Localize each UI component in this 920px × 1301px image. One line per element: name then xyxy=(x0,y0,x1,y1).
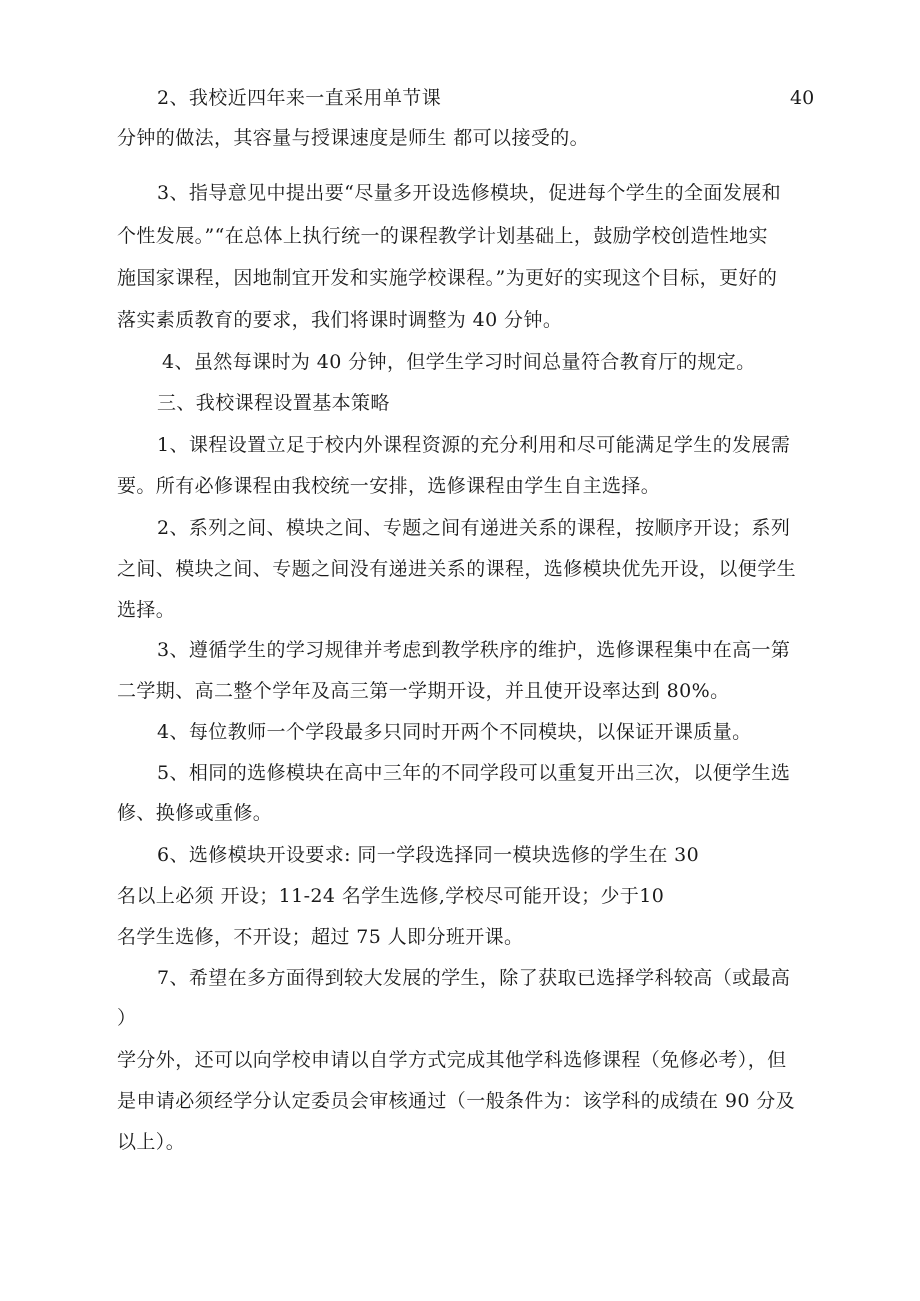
strategy-1-line-2: 要。所有必修课程由我校统一安排，选修课程由学生自主选择。 xyxy=(117,475,661,497)
strategy-7-line-3: 学分外，还可以向学校申请以自学方式完成其他学科选修课程（免修必考），但 xyxy=(117,1049,787,1071)
strategy-3-line-1: 3、遵循学生的学习规律并考虑到教学秩序的维护，选修课程集中在高一第 xyxy=(157,639,791,661)
strategy-2-line-3: 选择。 xyxy=(117,599,176,621)
strategy-1-line-1: 1、课程设置立足于校内外课程资源的充分利用和尽可能满足学生的发展需 xyxy=(157,434,791,456)
strategy-5-line-1: 5、相同的选修模块在高中三年的不同学段可以重复开出三次，以便学生选 xyxy=(157,762,791,784)
strategy-6-line-2: 名以上必须 开设；11-24 名学生选修,学校尽可能开设；少于10 xyxy=(117,885,665,907)
strategy-3-line-2: 二学期、高二整个学年及高三第一学期开设，并且使开设率达到 80%。 xyxy=(117,680,730,702)
strategy-4-line-1: 4、每位教师一个学段最多只同时开两个不同模块，以保证开课质量。 xyxy=(157,721,752,743)
para-3-line-3: 施国家课程，因地制宜开发和实施学校课程。”为更好的实现这个目标，更好的 xyxy=(117,267,778,289)
strategy-6-line-3: 名学生选修，不开设；超过 75 人即分班开课。 xyxy=(117,926,524,948)
strategy-2-line-2: 之间、模块之间、专题之间没有递进关系的课程，选修模块优先开设，以便学生 xyxy=(117,558,797,580)
strategy-7-line-4: 是申请必须经学分认定委员会审核通过（一般条件为：该学科的成绩在 90 分及 xyxy=(117,1090,796,1112)
para-3-line-2: 个性发展。”“在总体上执行统一的课程教学计划基础上，鼓励学校创造性地实 xyxy=(117,225,768,247)
strategy-5-line-2: 修、换修或重修。 xyxy=(117,802,273,824)
para-2-number: 40 xyxy=(790,87,815,109)
strategy-7-line-2: ） xyxy=(117,1007,137,1029)
para-4-line-1: 4、虽然每课时为 40 分钟，但学生学习时间总量符合教育厅的规定。 xyxy=(162,351,756,373)
strategy-7-line-5: 以上）。 xyxy=(117,1131,186,1153)
strategy-2-line-1: 2、系列之间、模块之间、专题之间有递进关系的课程，按顺序开设；系列 xyxy=(157,517,791,539)
strategy-7-line-1: 7、希望在多方面得到较大发展的学生，除了获取已选择学科较高（或最高 xyxy=(157,967,791,989)
section-heading: 三、我校课程设置基本策略 xyxy=(157,392,390,414)
para-3-line-1: 3、指导意见中提出要“尽量多开设选修模块，促进每个学生的全面发展和 xyxy=(157,182,782,204)
para-2-line-1: 2、我校近四年来一直采用单节课 xyxy=(157,87,442,109)
para-3-line-4: 落实素质教育的要求，我们将课时调整为 40 分钟。 xyxy=(117,309,563,331)
para-2-line-2: 分钟的做法，其容量与授课速度是师生 都可以接受的。 xyxy=(117,127,590,149)
strategy-6-line-1: 6、选修模块开设要求: 同一学段选择同一模块选修的学生在 30 xyxy=(157,844,700,866)
